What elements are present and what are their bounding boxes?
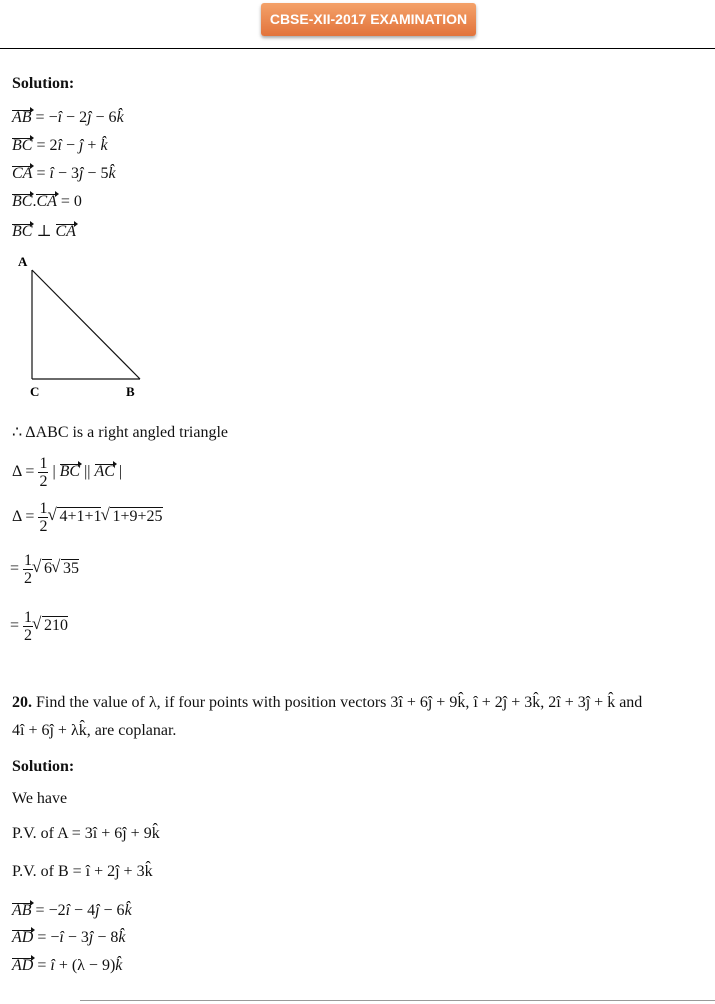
equation-ad-1: AD = −î − 3ĵ − 8k̂ [12, 929, 126, 946]
vertex-b-label: B [126, 384, 135, 399]
footer-divider [80, 1000, 715, 1001]
area-substitution: Δ = $\frac{1}{2}$ √ 4+1+1√ 1+9+25 [12, 500, 163, 535]
equation-ca: CA = î − 3ĵ − 5k̂ [12, 165, 116, 182]
area-formula: Δ = $\frac{1}{2}$ | BC || AC | [12, 455, 123, 490]
area-final: = $\frac{1}{2}$ √ 210 [10, 609, 68, 644]
question-text-line2: 4î + 6ĵ + λk̂, are coplanar. [12, 722, 177, 739]
triangle-diagram [14, 254, 154, 400]
solution-heading-2: Solution: [12, 758, 75, 775]
equation-dot-product: BC.CA = 0 [12, 193, 82, 210]
right-triangle-conclusion: ∴ ΔABC is a right angled triangle [12, 424, 228, 441]
question-text-line1: Find the value of λ, if four points with position vectors 3î + 6ĵ + 9k̂, î + 2ĵ + 3k̂, 2î + 3ĵ + k̂ and [36, 694, 643, 711]
position-vector-a: P.V. of A = 3î + 6ĵ + 9k̂ [12, 825, 160, 842]
position-vector-b: P.V. of B = î + 2ĵ + 3k̂ [12, 863, 153, 880]
solution-heading: Solution: [12, 75, 75, 92]
equation-ab: AB = −î − 2ĵ − 6k̂ [12, 109, 124, 126]
equation-perpendicular: BC ⊥ CA [12, 223, 76, 240]
we-have-text: We have [12, 790, 68, 807]
vertex-a-label: A [18, 254, 28, 269]
equation-bc: BC = 2î − ĵ + k̂ [12, 137, 108, 154]
area-simplified: = $\frac{1}{2}$ √ 6√ 35 [10, 552, 79, 587]
vertex-c-label: C [30, 384, 40, 399]
header-divider [0, 48, 715, 49]
equation-ab-2: AB = −2î − 4ĵ − 6k̂ [12, 902, 132, 919]
question-20-line1 [12, 694, 642, 712]
question-number: 20. [12, 694, 32, 711]
equation-ad-2: AD = î + (λ − 9)k̂ [12, 957, 123, 974]
exam-header-badge: CBSE-XII-2017 EXAMINATION [261, 3, 476, 36]
